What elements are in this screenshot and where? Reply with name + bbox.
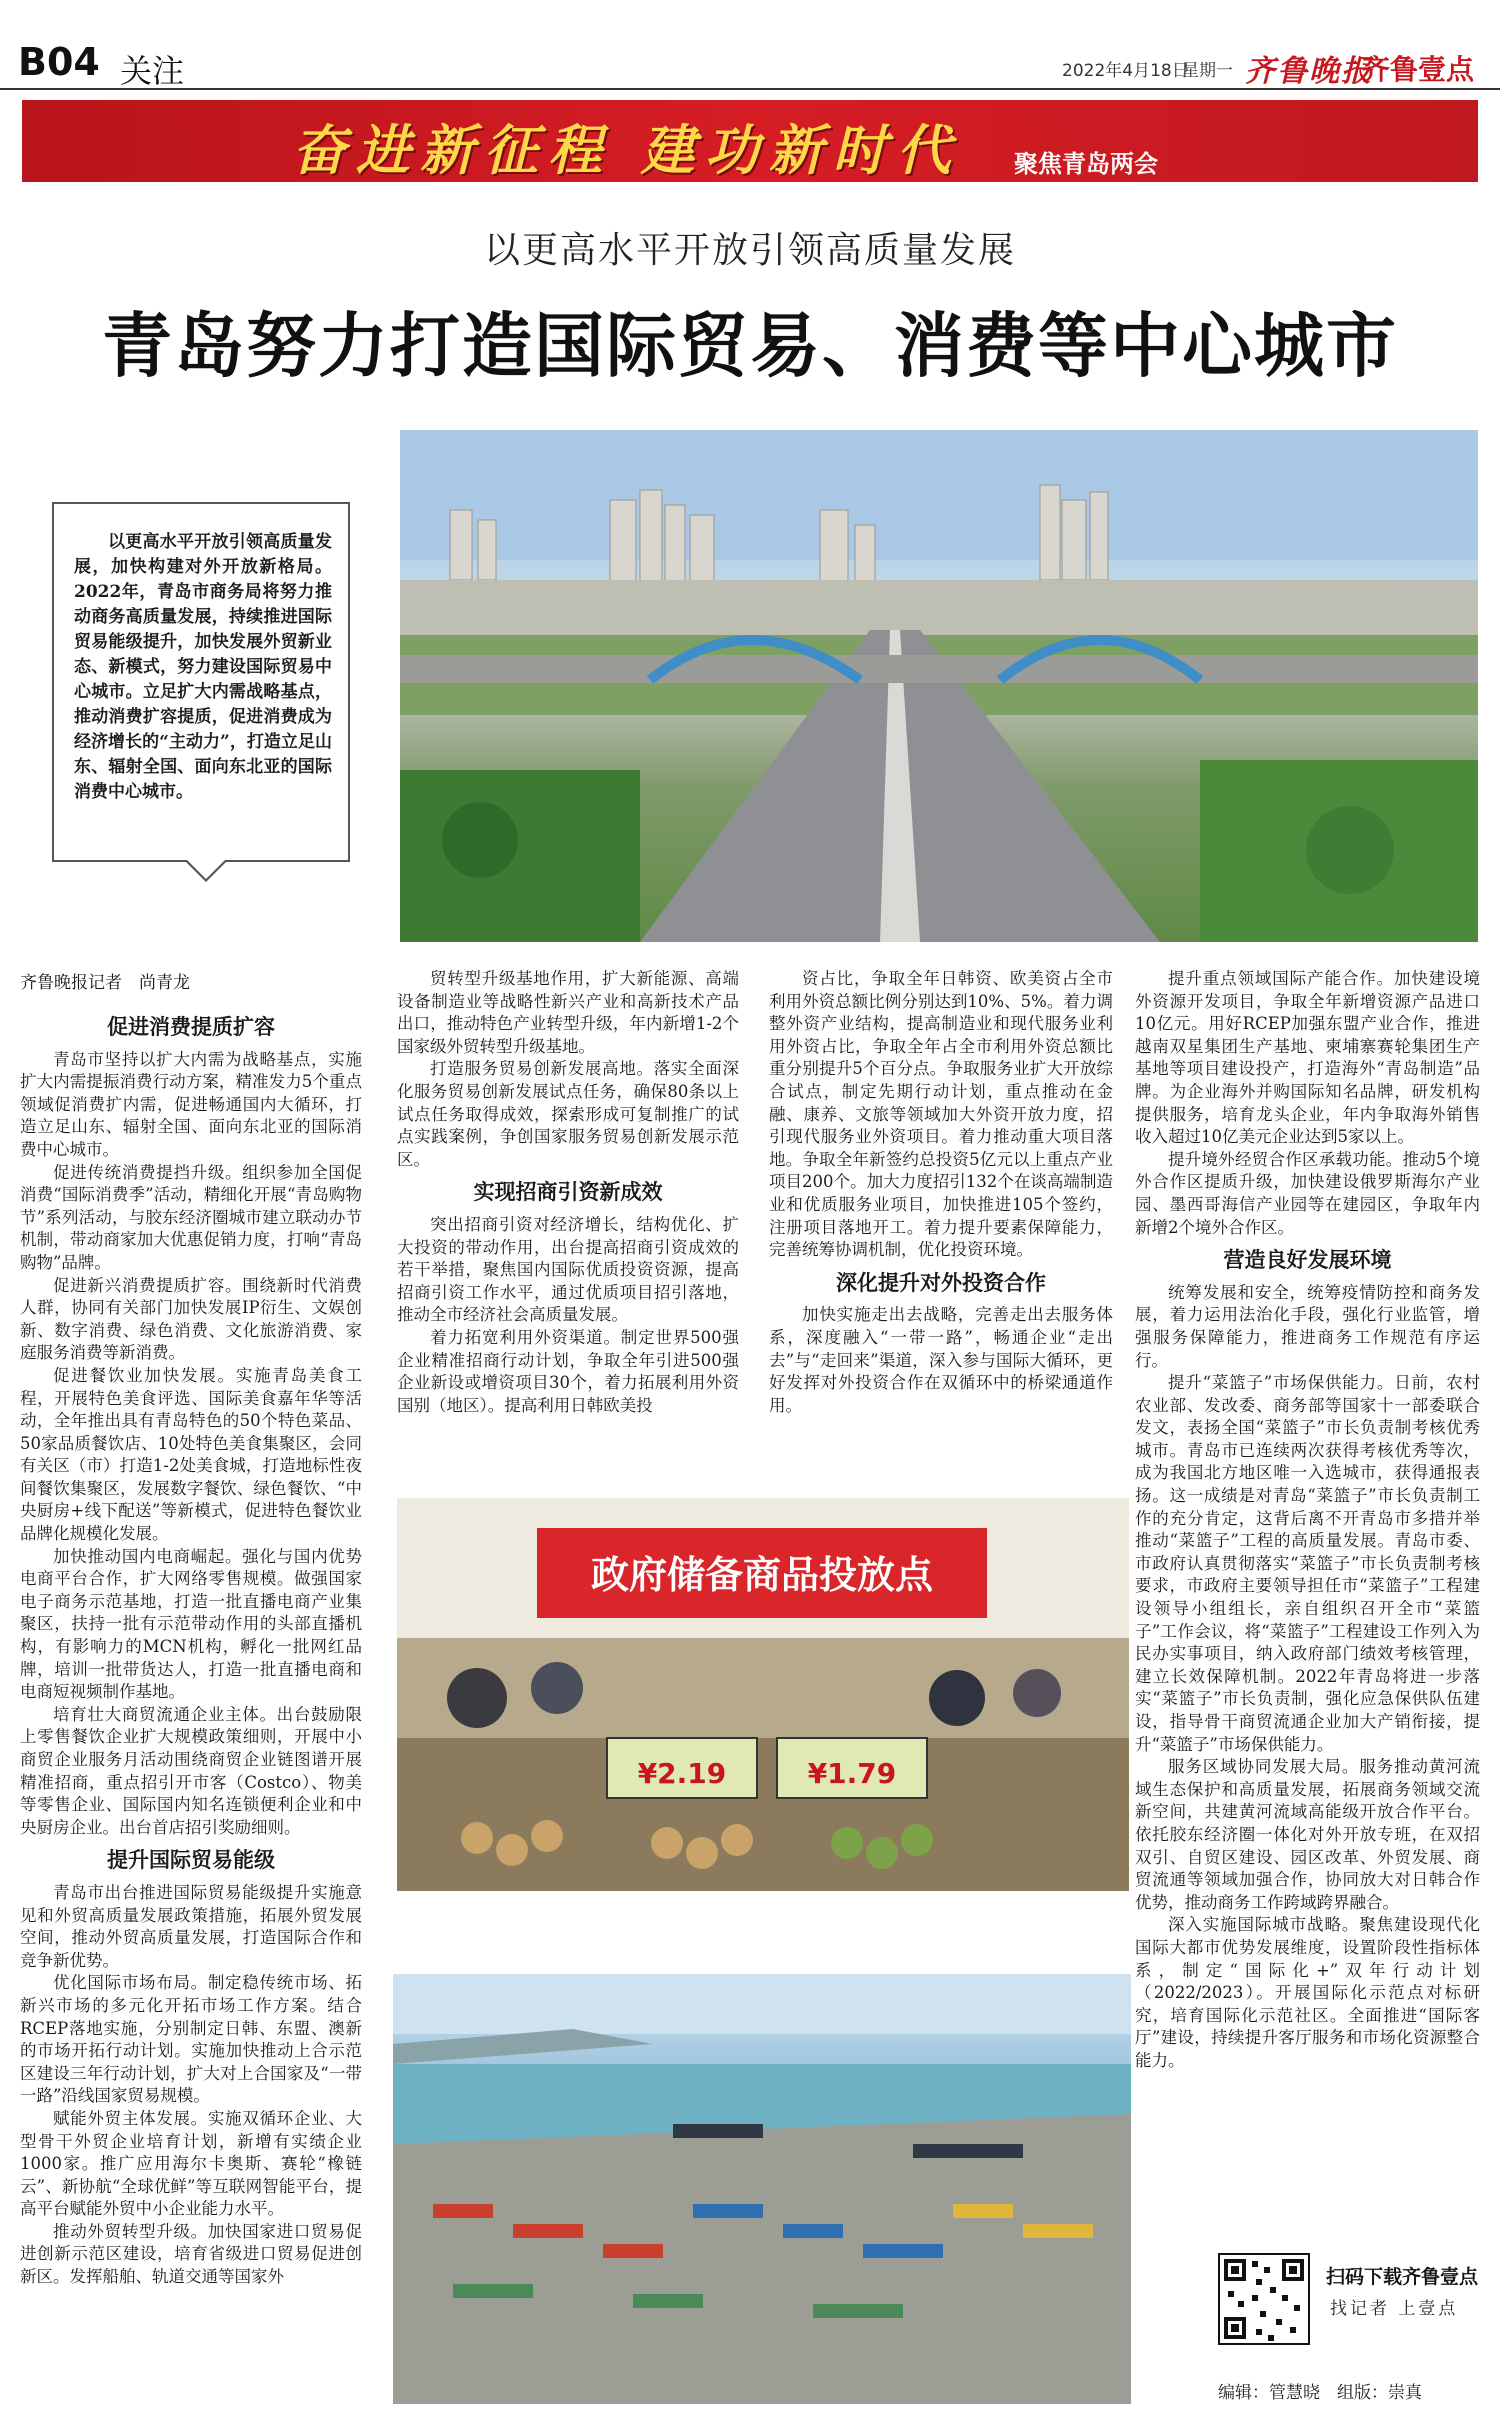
city-aerial-photo: [400, 430, 1478, 942]
paragraph: 深入实施国际城市战略。聚焦建设现代化国际大都市优势发展维度，设置阶段性指标体系，制定“国际化+”双年行动计划（2022/2023）。开展国际化示范点对标研究，培育国际化示范社区。全面推进“国际客厅”建设，持续提升客厅服务和市场化资源整合能力。: [1135, 1915, 1480, 2070]
section-heading-trade: 提升国际贸易能级: [107, 1848, 275, 1873]
section-heading-investment: 实现招商引资新成效: [473, 1180, 663, 1205]
paragraph: 服务区域协同发展大局。服务推动黄河流域生态保护和高质量发展，拓展商务领域交流新空间，共建黄河流域高能级开放合作平台。依托胶东经济圈一体化对外开放专班，在双招双引、自贸区建设、园区改革、外贸发展、商贸流通等领域加强合作，协同放大对日韩合作优势，推动商务工作跨域跨界融合。: [1135, 1757, 1480, 1912]
paragraph: 打造服务贸易创新发展高地。落实全面深化服务贸易创新发展试点任务，确保80条以上试点任务取得成效，探索形成可复制推广的试点实践案例，争创国家服务贸易创新发展示范区。: [397, 1059, 739, 1169]
market-photo: [397, 1498, 1129, 1891]
paragraph: 提升“菜篮子”市场保供能力。日前，农村农业部、发改委、商务部等国家十一部委联合发文，表扬全国“菜篮子”市长负责制考核优秀城市。青岛市已连续两次获得考核优秀等次，成为我国北方地区唯一入选城市，获得通报表扬。这一成绩是对青岛“菜篮子”市长负责制工作的充分肯定，这背后离不开青岛市多措并举推动“菜篮子”工程的高质量发展。青岛市委、市政府认真贯彻落实“菜篮子”市长负责制考核要求，市政府主要领导担任市“菜篮子”工程建设领导小组组长，亲自组织召开全市“菜篮子”工作会议，将“菜篮子”工程建设工作列入为民办实事项目，纳入政府部门绩效考核管理，建立长效保障机制。2022年青岛将进一步落实“菜篮子”市长负责制，强化应急保供队伍建设，指导骨干商贸流通企业加大产销衔接，提升“菜篮子”市场保供能力。: [1135, 1373, 1480, 1754]
paper-logo: 齐鲁晚报: [1245, 54, 1373, 89]
price-tag-1: ¥2.19: [637, 1757, 727, 1790]
paragraph: 推动外贸转型升级。加快国家进口贸易促进创新示范区建设，培育省级进口贸易促进创新区。发挥船舶、轨道交通等国家外: [20, 2221, 362, 2287]
paragraph: 促进传统消费提挡升级。组织参加全国促消费“国际消费季”活动，精细化开展“青岛购物节”系列活动，与胶东经济圈城市建立联动办节机制，带动商家加大优惠促销力度，打响“青岛购物”品牌。: [20, 1162, 362, 1272]
qr-reporter-label: 找记者 上壹点: [1330, 2299, 1459, 2319]
paragraph: 青岛市坚持以扩大内需为战略基点，实施扩大内需提振消费行动方案，精准发力5个重点领域促消费扩内需，促进畅通国内大循环，打造立足山东、辐射全国、面向东北亚的国际消费中心城市。: [20, 1049, 362, 1159]
article-column-1: [20, 1006, 362, 2289]
editor-credit: 编辑：管慧晓 组版：崇真: [1218, 2383, 1422, 2403]
paragraph: 突出招商引资对经济增长，结构优化、扩大投资的带动作用，出台提高招商引资成效的若干举措，聚焦国内国际优质投资资源，提高招商引资工作水平，通过优质项目招引落地，推动全市经济社会高质量发展。: [397, 1214, 739, 1325]
reporter-byline: 齐鲁晚报记者 尚青龙: [20, 973, 190, 993]
banner-subtitle: 聚焦青岛两会: [1014, 150, 1158, 178]
port-aerial-photo: [393, 1974, 1131, 2404]
paragraph: 提升重点领域国际产能合作。加快建设境外资源开发项目，争取全年新增资源产品进口10亿元。用好RCEP加强东盟产业合作，推进越南双星集团生产基地、柬埔寨赛轮集团生产基地等项目建设投产，打造海外“青岛制造”品牌。为企业海外并购国际知名品牌，研发机构提供服务，培育龙头企业，年内争取海外销售收入超过10亿美元企业达到5家以上。: [1135, 969, 1480, 1147]
article-subhead: 以更高水平开放引领高质量发展: [483, 230, 1016, 271]
city-aerial-illustration: [400, 430, 1478, 942]
qr-code-icon: [1220, 2255, 1308, 2343]
app-logo: [1362, 48, 1474, 88]
paragraph: 优化国际市场布局。制定稳传统市场、拓新兴市场的多元化开拓市场工作方案。结合RCEP落地实施，分别制定日韩、东盟、澳新的市场开拓行动计划。实施加快推动上合示范区建设三年行动计划，扩大对上合国家及“一带一路”沿线国家贸易规模。: [20, 1973, 362, 2106]
section-heading-outbound: 深化提升对外投资合作: [836, 1270, 1046, 1295]
paragraph: 青岛市出台推进国际贸易能级提升实施意见和外贸高质量发展政策措施，拓展外贸发展空间，推动外贸高质量发展，打造国际合作和竞争新优势。: [20, 1882, 362, 1970]
paragraph: 统筹发展和安全，统筹疫情防控和商务发展，着力运用法治化手段，强化行业监管，增强服务保障能力，推进商务工作规范有序运行。: [1135, 1282, 1480, 1370]
section-heading-consumption: 促进消费提质扩容: [107, 1015, 275, 1039]
page-header: [0, 0, 1500, 90]
section-banner: [22, 100, 1478, 182]
paragraph: 促进餐饮业加快发展。实施青岛美食工程，开展特色美食评选、国际美食嘉年华等活动，全年推出具有青岛特色的50个特色菜品、50家品质餐饮店、10处特色美食集聚区，会同有关区（市）打造1-2处美食城，打造地标性夜间餐饮集聚区，发展数字餐饮、绿色餐饮、“中央厨房+线下配送”等新模式，促进特色餐饮业品牌化规模化发展。: [20, 1365, 362, 1544]
article-column-3: [769, 968, 1113, 1417]
paragraph: 着力拓宽利用外资渠道。制定世界500强企业精准招商行动计划，争取全年引进500强企业新设或增资项目30个，着力拓展利用外资国别（地区）。提高利用日韩欧美投: [397, 1327, 739, 1415]
market-illustration: [397, 1498, 1129, 1891]
price-tag-2: ¥1.79: [807, 1757, 897, 1790]
paragraph: 加快实施走出去战略，完善走出去服务体系，深度融入“一带一路”，畅通企业“走出去”与“走回来”渠道，深入参与国际大循环，更好发挥对外投资合作在双循环中的桥梁通道作用。: [769, 1305, 1113, 1415]
paragraph: 培育壮大商贸流通企业主体。出台鼓励限上零售餐饮企业扩大规模政策细则，开展中小商贸企业服务月活动围绕商贸企业链图谱开展精准招商，重点招引开市客（Costco）、物美等零售企业、国际国内知名连锁便利企业和中央厨房企业。出台首店招引奖励细则。: [20, 1704, 362, 1837]
qr-code[interactable]: [1218, 2253, 1310, 2345]
weekday: 星期一: [1182, 61, 1233, 81]
lead-summary-box: [52, 502, 350, 862]
page-code: B04: [18, 40, 100, 84]
qr-download-label: 扫码下载齐鲁壹点: [1326, 2266, 1479, 2288]
article-column-4: [1135, 968, 1480, 2073]
paragraph: 贸转型升级基地作用，扩大新能源、高端设备制造业等战略性新兴产业和高新技术产品出口，推动特色产业转型升级，年内新增1-2个国家级外贸转型升级基地。: [397, 969, 739, 1056]
app-logo-text: 齐鲁壹点: [1362, 53, 1475, 86]
article-column-2: [397, 968, 739, 1417]
lead-summary-text: 以更高水平开放引领高质量发展，加快构建对外开放新格局。2022年，青岛市商务局将努力推动商务高质量发展，持续推进国际贸易能级提升，加快发展外贸新业态、新模式，努力建设国际贸易中心城市。立足扩大内需战略基点，推动消费扩容提质，促进消费成为经济增长的“主动力”，打造立足山东、辐射全国、面向东北亚的国际消费中心城市。: [74, 532, 332, 802]
banner-slogan: 奋进新征程 建功新时代: [292, 118, 961, 182]
paragraph: 促进新兴消费提质扩容。围绕新时代消费人群，协同有关部门加快发展IP衍生、文娱创新、数字消费、绿色消费、文化旅游消费、家庭服务消费等新消费。: [20, 1275, 362, 1363]
market-sign-text: 政府储备商品投放点: [590, 1553, 934, 1597]
paragraph: 资占比，争取全年日韩资、欧美资占全市利用外资总额比例分别达到10%、5%。着力调整外资产业结构，提高制造业和现代服务业利用外资占比，争取全年占全市利用外资总额比重分别提升5个百分点。争取服务业扩大开放综合试点，制定先期行动计划，重点推动在金融、康养、文旅等领域加大外资开放力度，招引现代服务业外资项目。着力推动重大项目落地。争取全年新签约总投资5亿元以上重点产业项目200个。加大力度招引132个在谈高端制造业和优质服务业项目，加快推进105个签约，注册项目落地开工。着力提升要素保障能力，完善统筹协调机制，优化投资环境。: [769, 969, 1113, 1260]
paragraph: 赋能外贸主体发展。实施双循环企业、大型骨干外贸企业培育计划，新增有实绩企业1000家。推广应用海尔卡奥斯、赛轮“橡链云”、新协航“全球优鲜”等互联网智能平台，提高平台赋能外贸中小企业能力水平。: [20, 2108, 362, 2219]
port-illustration: [393, 1974, 1131, 2404]
section-heading-environment: 营造良好发展环境: [1223, 1248, 1392, 1273]
issue-date: 2022年4月18日: [1062, 61, 1189, 81]
article-headline: 青岛努力打造国际贸易、消费等中心城市: [102, 304, 1398, 387]
page-section: 关注: [120, 52, 185, 90]
paragraph: 加快推动国内电商崛起。强化与国内优势电商平台合作，扩大网络零售规模。做强国家电子商务示范基地，打造一批直播电商产业集聚区，扶持一批有示范带动作用的头部直播机构，有影响力的MCN机构，孵化一批网红品牌，培训一批带货达人，打造一批直播电商和电商短视频制作基地。: [20, 1546, 362, 1702]
paragraph: 提升境外经贸合作区承载功能。推动5个境外合作区提质升级，加快建设俄罗斯海尔产业园、墨西哥海信产业园等在建园区，争取年内新增2个境外合作区。: [1135, 1149, 1480, 1237]
